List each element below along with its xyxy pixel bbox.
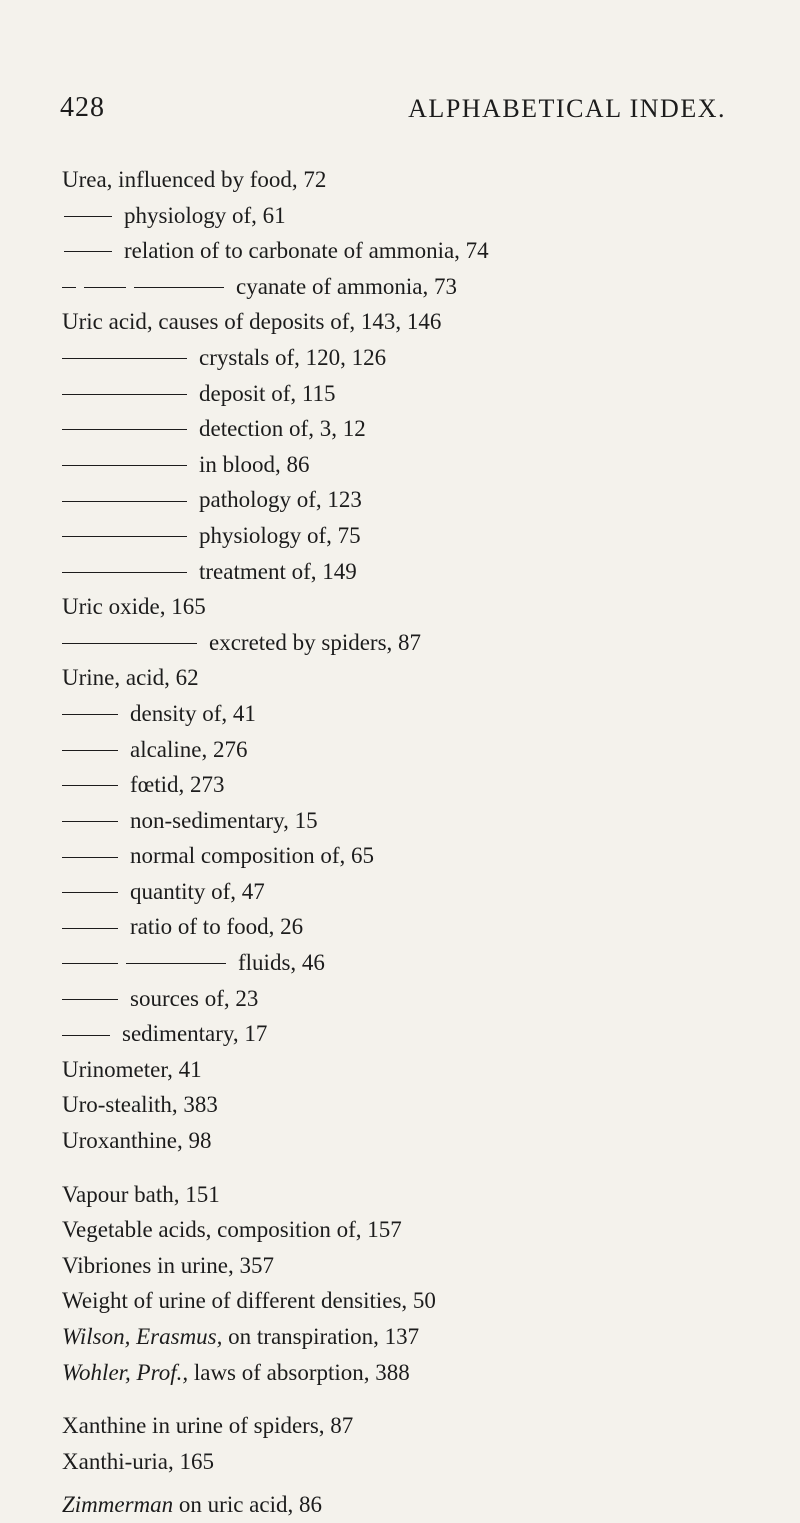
entry-text: Uric oxide, 165 [62,594,206,620]
ditto-dash [62,358,187,359]
index-entry [62,1087,742,1123]
entry-text: Urinometer, 41 [62,1056,202,1082]
index-entry [62,1212,742,1248]
index-subentry [62,732,742,768]
ditto-dash [62,857,118,858]
ditto-dash-group [62,286,224,287]
entry-text [62,1487,322,1523]
entry-detail: on transpiration, 137 [222,1324,420,1349]
entry-text: cyanate of ammonia, 73 [236,273,457,299]
author-name: Wohler, Prof., [62,1359,189,1385]
index-subentry [62,945,742,981]
index-subentry [62,909,742,945]
index-entry [62,1355,742,1391]
entry-text: Uroxanthine, 98 [62,1128,212,1154]
ditto-dash [62,429,187,430]
index-entry [62,162,742,198]
index-subentry [62,1016,742,1052]
ditto-dash [62,892,118,893]
entry-text: fluids, 46 [238,950,325,976]
ditto-dash [62,572,187,573]
index-entry [62,1123,742,1159]
entry-text: alcaline, 276 [130,736,248,762]
ditto-dash [84,287,126,288]
index-subentry [62,625,742,661]
index-subentry [62,874,742,910]
index-subentry [62,803,742,839]
ditto-dash [64,251,112,252]
entry-text: non-sedimentary, 15 [130,807,318,833]
entry-text: sources of, 23 [130,985,259,1011]
index-entry [62,589,742,625]
index-entry [62,1177,742,1213]
entry-text: Vegetable acids, composition of, 157 [62,1217,402,1243]
index-subentry [62,767,742,803]
entry-text: Weight of urine of different densities, 50 [62,1288,436,1314]
ditto-dash [64,216,112,217]
index-subentry [62,696,742,732]
entry-text: Vibriones in urine, 357 [62,1252,274,1278]
ditto-dash [62,963,118,964]
ditto-dash [62,394,187,395]
entry-text [62,1355,410,1391]
ditto-dash [62,999,118,1000]
ditto-dash [62,536,187,537]
section-gap [62,1390,742,1408]
index-entries [62,162,742,1523]
ditto-dash [62,465,187,466]
running-title: ALPHABETICAL INDEX. [408,94,726,123]
index-subentry [62,233,742,269]
entry-text: normal composition of, 65 [130,843,375,869]
entry-text: Uric acid, causes of deposits of, 143, 146 [62,309,442,335]
ditto-dash [62,785,118,786]
entry-text: relation of to carbonate of ammonia, 74 [124,238,489,264]
index-subentry [62,447,742,483]
entry-text: physiology of, 75 [199,522,361,548]
author-name: Zimmerman [62,1492,174,1518]
index-entry [62,1444,742,1480]
ditto-dash [62,287,76,288]
entry-text: crystals of, 120, 126 [199,344,387,370]
ditto-dash [62,821,118,822]
index-subentry [62,838,742,874]
page-number: 428 [60,92,105,123]
index-subentry [62,376,742,412]
section-gap [62,1159,742,1177]
entry-detail: laws of absorption, 388 [188,1359,410,1385]
entry-text: deposit of, 115 [199,380,336,406]
ditto-dash [62,928,118,929]
index-subentry [62,482,742,518]
entry-text: excreted by spiders, 87 [209,629,422,655]
index-entry [62,1283,742,1319]
section-gap [62,1479,742,1487]
index-subentry [62,411,742,447]
entry-text: Vapour bath, 151 [62,1181,220,1207]
index-entry [62,1248,742,1284]
page-header [60,92,740,136]
index-subentry [62,981,742,1017]
index-subentry [62,198,742,234]
entry-text: Uro-stealith, 383 [62,1092,218,1118]
entry-text: physiology of, 61 [124,202,286,228]
entry-text: pathology of, 123 [199,487,362,513]
entry-text: Urine, acid, 62 [62,665,199,691]
entry-text: treatment of, 149 [199,558,357,584]
index-subentry [62,518,742,554]
ditto-dash-group [62,962,226,963]
entry-text: detection of, 3, 12 [199,416,366,442]
ditto-dash [134,287,224,288]
author-name: Wilson, Erasmus, [62,1324,223,1349]
entry-text: Xanthine in urine of spiders, 87 [62,1413,354,1439]
ditto-dash [62,714,118,715]
index-subentry [62,340,742,376]
ditto-dash [62,750,118,751]
index-subentry [62,554,742,590]
entry-text: in blood, 86 [199,451,310,477]
entry-text: sedimentary, 17 [122,1021,268,1047]
index-entry [62,660,742,696]
index-entry [62,1319,742,1355]
entry-text [62,1319,419,1355]
entry-text: density of, 41 [130,700,256,726]
entry-text: Xanthi-uria, 165 [62,1448,215,1474]
index-entry [62,1408,742,1444]
ditto-dash [62,501,187,502]
index-subentry [62,269,742,305]
entry-text: quantity of, 47 [130,878,265,904]
index-entry [62,1052,742,1088]
entry-text: Urea, influenced by food, 72 [62,167,327,192]
entry-detail: on uric acid, 86 [173,1492,322,1518]
ditto-dash [62,643,197,644]
entry-text: fœtid, 273 [130,772,225,798]
ditto-dash [126,963,226,964]
index-entry [62,304,742,340]
index-entry [62,1487,742,1523]
ditto-dash [62,1035,110,1036]
entry-text: ratio of to food, 26 [130,914,304,940]
